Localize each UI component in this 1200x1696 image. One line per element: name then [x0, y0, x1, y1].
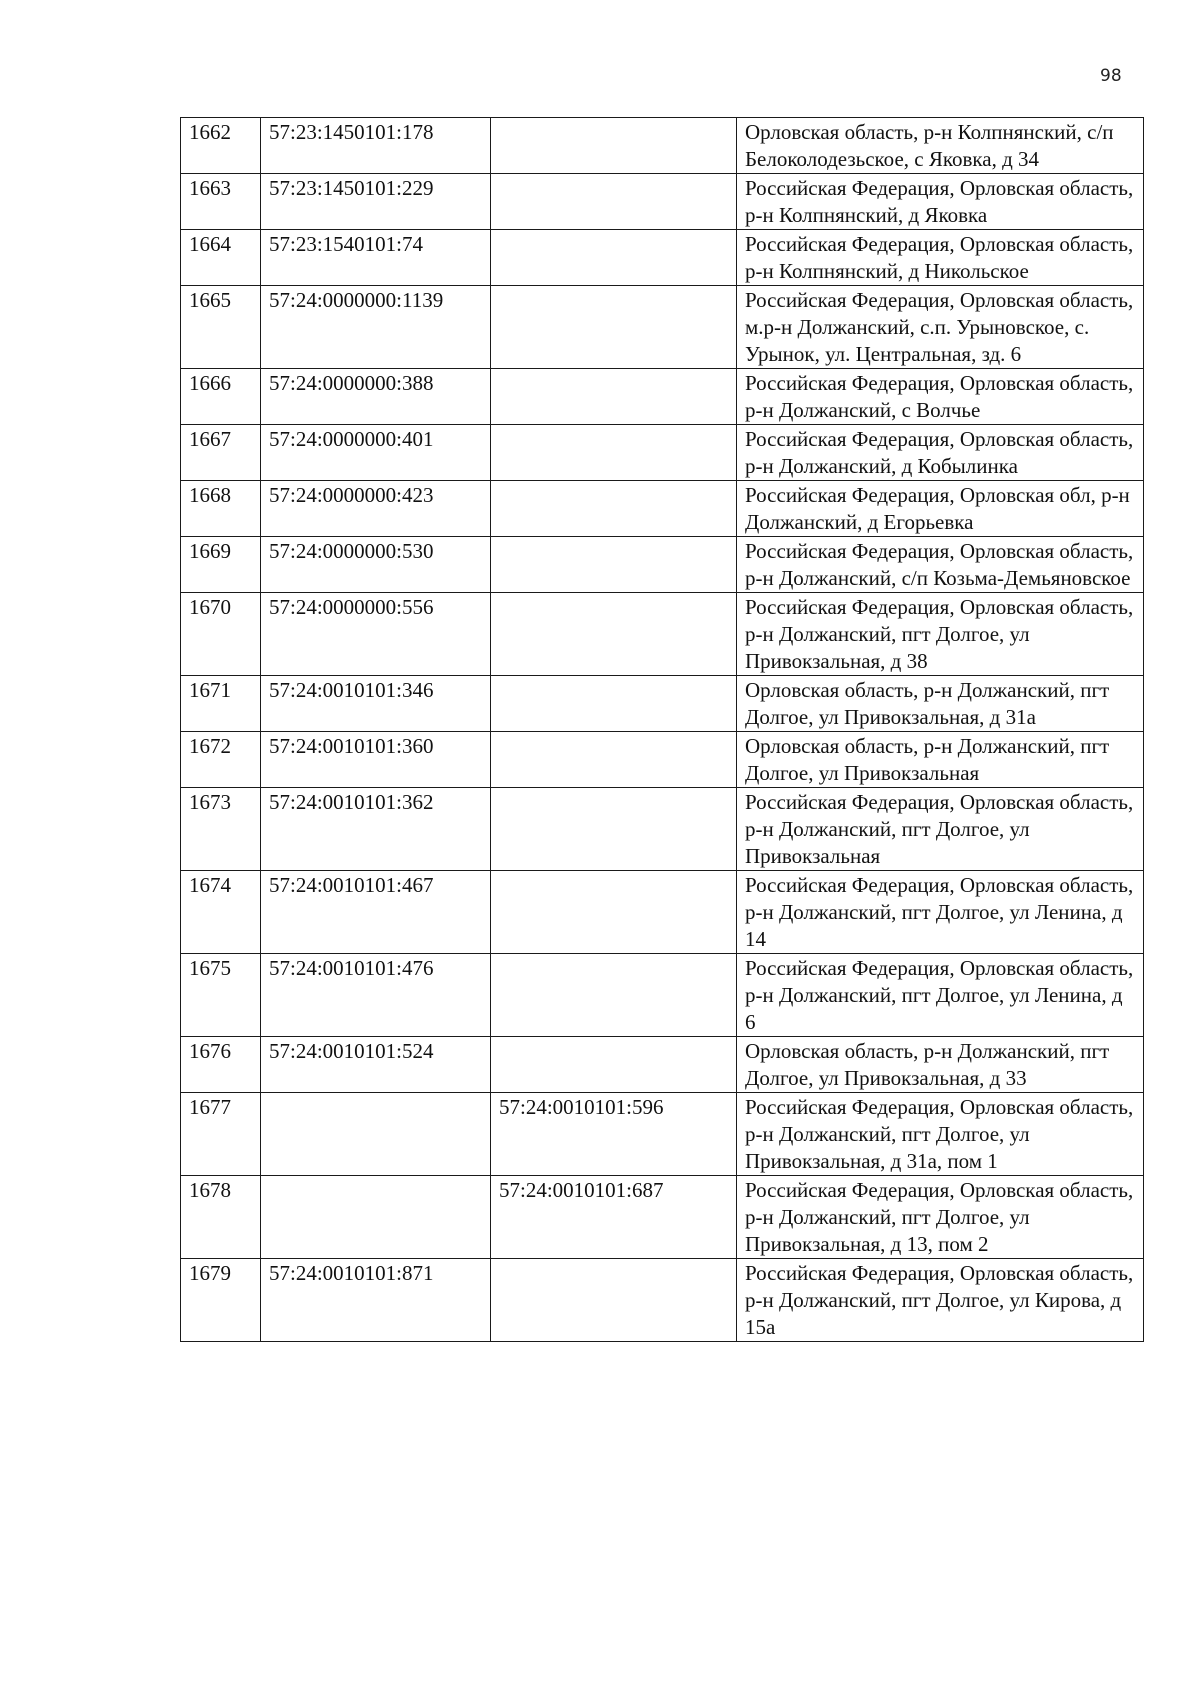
registry-table [180, 117, 1144, 1342]
related-cadastral-number-cell [491, 593, 737, 676]
row-number: 1667 [181, 425, 261, 481]
related-cadastral-number-cell [491, 676, 737, 732]
row-number: 1666 [181, 369, 261, 425]
row-number: 1669 [181, 537, 261, 593]
row-number: 1672 [181, 732, 261, 788]
row-number: 1674 [181, 871, 261, 954]
table-row [181, 732, 1144, 788]
row-number: 1668 [181, 481, 261, 537]
related-cadastral-number-cell [491, 369, 737, 425]
address-cell: Российская Федерация, Орловская область, р-н Должанский, пгт Долгое, ул Привокзальная, д 13, пом 2 [737, 1176, 1144, 1259]
related-cadastral-number-cell [491, 118, 737, 174]
related-cadastral-number-cell [491, 1259, 737, 1342]
table-row [181, 537, 1144, 593]
address-cell: Российская Федерация, Орловская область, р-н Должанский, пгт Долгое, ул Привокзальная [737, 788, 1144, 871]
related-cadastral-number-cell [491, 954, 737, 1037]
cadastral-number-cell: 57:24:0010101:346 [261, 676, 491, 732]
related-cadastral-number-cell [491, 871, 737, 954]
related-cadastral-number-cell: 57:24:0010101:596 [491, 1093, 737, 1176]
row-number: 1665 [181, 286, 261, 369]
address-cell: Российская Федерация, Орловская область, р-н Колпнянский, д Яковка [737, 174, 1144, 230]
address-cell: Российская Федерация, Орловская область, р-н Должанский, пгт Долгое, ул Кирова, д 15а [737, 1259, 1144, 1342]
table-row [181, 425, 1144, 481]
address-cell: Российская Федерация, Орловская область, р-н Колпнянский, д Никольское [737, 230, 1144, 286]
table-row [181, 954, 1144, 1037]
registry-table-body [181, 118, 1144, 1342]
address-cell: Российская Федерация, Орловская область, р-н Должанский, с/п Козьма-Демьяновское [737, 537, 1144, 593]
table-row [181, 871, 1144, 954]
table-row [181, 1259, 1144, 1342]
address-cell: Российская Федерация, Орловская область, р-н Должанский, пгт Долгое, ул Привокзальная, д 31а, пом 1 [737, 1093, 1144, 1176]
related-cadastral-number-cell [491, 1037, 737, 1093]
cadastral-number-cell: 57:23:1450101:178 [261, 118, 491, 174]
cadastral-number-cell: 57:23:1540101:74 [261, 230, 491, 286]
related-cadastral-number-cell [491, 425, 737, 481]
related-cadastral-number-cell [491, 732, 737, 788]
table-row [181, 676, 1144, 732]
cadastral-number-cell: 57:24:0010101:871 [261, 1259, 491, 1342]
cadastral-number-cell: 57:24:0010101:360 [261, 732, 491, 788]
row-number: 1677 [181, 1093, 261, 1176]
cadastral-number-cell: 57:24:0000000:423 [261, 481, 491, 537]
row-number: 1678 [181, 1176, 261, 1259]
table-row [181, 174, 1144, 230]
related-cadastral-number-cell [491, 230, 737, 286]
address-cell: Российская Федерация, Орловская область, р-н Должанский, пгт Долгое, ул Привокзальная, д 38 [737, 593, 1144, 676]
row-number: 1671 [181, 676, 261, 732]
table-row [181, 1176, 1144, 1259]
address-cell: Российская Федерация, Орловская область, р-н Должанский, д Кобылинка [737, 425, 1144, 481]
cadastral-number-cell: 57:24:0000000:1139 [261, 286, 491, 369]
table-row [181, 1037, 1144, 1093]
row-number: 1676 [181, 1037, 261, 1093]
related-cadastral-number-cell [491, 481, 737, 537]
table-row [181, 788, 1144, 871]
cadastral-number-cell [261, 1093, 491, 1176]
row-number: 1662 [181, 118, 261, 174]
cadastral-number-cell: 57:24:0000000:401 [261, 425, 491, 481]
row-number: 1679 [181, 1259, 261, 1342]
cadastral-number-cell: 57:24:0010101:362 [261, 788, 491, 871]
address-cell: Российская Федерация, Орловская область, м.р-н Должанский, с.п. Урыновское, с. Урынок, ул. Центральная, зд. 6 [737, 286, 1144, 369]
address-cell: Российская Федерация, Орловская область, р-н Должанский, с Волчье [737, 369, 1144, 425]
cadastral-number-cell: 57:24:0000000:530 [261, 537, 491, 593]
row-number: 1673 [181, 788, 261, 871]
table-row [181, 593, 1144, 676]
cadastral-number-cell [261, 1176, 491, 1259]
address-cell: Орловская область, р-н Должанский, пгт Долгое, ул Привокзальная [737, 732, 1144, 788]
cadastral-number-cell: 57:24:0010101:524 [261, 1037, 491, 1093]
related-cadastral-number-cell [491, 174, 737, 230]
address-cell: Орловская область, р-н Колпнянский, с/п Белоколодезьское, с Яковка, д 34 [737, 118, 1144, 174]
address-cell: Российская Федерация, Орловская область, р-н Должанский, пгт Долгое, ул Ленина, д 6 [737, 954, 1144, 1037]
row-number: 1664 [181, 230, 261, 286]
address-cell: Орловская область, р-н Должанский, пгт Долгое, ул Привокзальная, д 33 [737, 1037, 1144, 1093]
related-cadastral-number-cell [491, 286, 737, 369]
related-cadastral-number-cell [491, 537, 737, 593]
row-number: 1670 [181, 593, 261, 676]
table-row [181, 369, 1144, 425]
page-number: 98 [1100, 66, 1122, 86]
table-row [181, 230, 1144, 286]
table-row [181, 481, 1144, 537]
row-number: 1663 [181, 174, 261, 230]
cadastral-number-cell: 57:23:1450101:229 [261, 174, 491, 230]
cadastral-number-cell: 57:24:0000000:556 [261, 593, 491, 676]
table-row [181, 118, 1144, 174]
address-cell: Российская Федерация, Орловская область, р-н Должанский, пгт Долгое, ул Ленина, д 14 [737, 871, 1144, 954]
row-number: 1675 [181, 954, 261, 1037]
address-cell: Орловская область, р-н Должанский, пгт Долгое, ул Привокзальная, д 31а [737, 676, 1144, 732]
cadastral-number-cell: 57:24:0000000:388 [261, 369, 491, 425]
cadastral-number-cell: 57:24:0010101:467 [261, 871, 491, 954]
cadastral-number-cell: 57:24:0010101:476 [261, 954, 491, 1037]
address-cell: Российская Федерация, Орловская обл, р-н Должанский, д Егорьевка [737, 481, 1144, 537]
table-row [181, 1093, 1144, 1176]
related-cadastral-number-cell: 57:24:0010101:687 [491, 1176, 737, 1259]
table-row [181, 286, 1144, 369]
related-cadastral-number-cell [491, 788, 737, 871]
